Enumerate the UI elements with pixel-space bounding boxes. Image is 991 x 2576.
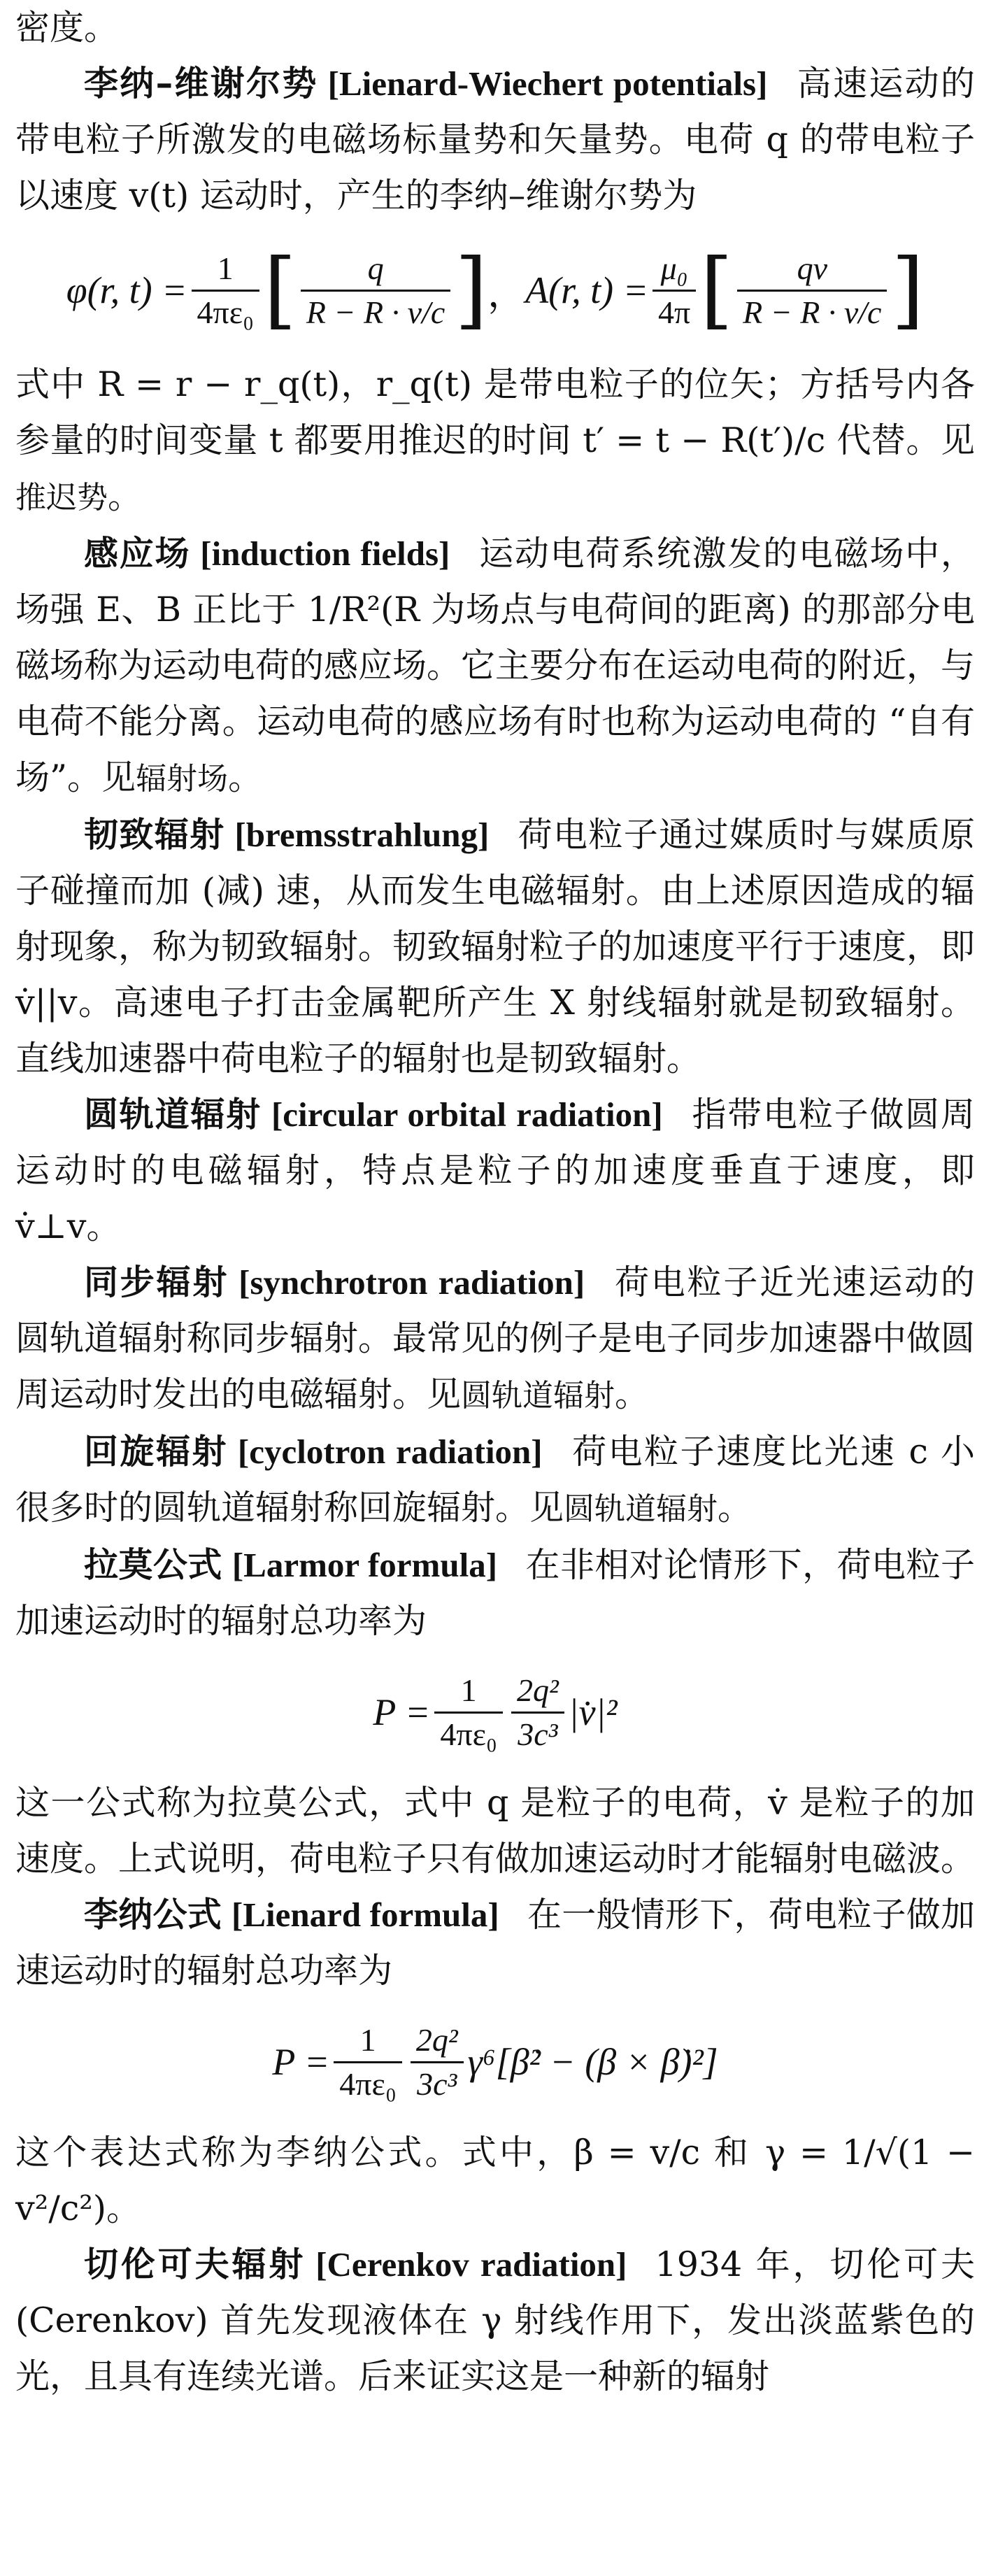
larmor-explanation: 这一公式称为拉莫公式，式中 q 是粒子的电荷，v̇ 是粒子的加速度。上式说明，荷电粒子只有做加速运动时才能辐射电磁波。 xyxy=(15,1783,976,1879)
entry-term-zh: 圆轨道辐射 xyxy=(84,1095,262,1134)
entry-term-zh: 同步辐射 xyxy=(84,1262,229,1302)
fraction-numerator: 1 xyxy=(192,249,260,292)
entry-term-zh: 李纳–维谢尔势 xyxy=(84,64,318,104)
formula-separator: ， xyxy=(487,272,526,315)
period: 。 xyxy=(718,1488,753,1528)
left-bracket: [ xyxy=(700,241,734,339)
carryover-line: 密度。 xyxy=(15,8,119,48)
entry-cyclotron-radiation xyxy=(15,1424,975,1537)
fraction-numerator: 1 xyxy=(434,1671,503,1714)
entry-definition: 1934 年，切伦可夫 (Cerenkov) 首先发现液体在 γ 射线作用下，发出淡蓝紫色的光，且具有连续光谱。后来证实这是一种新的辐射 xyxy=(15,2244,975,2396)
right-bracket: ] xyxy=(455,241,488,339)
entry-term-en: [cyclotron radiation] xyxy=(237,1432,543,1471)
formula-fraction xyxy=(334,2021,402,2104)
lienard-formula xyxy=(15,1999,975,2125)
fraction-numerator: q xyxy=(301,249,450,292)
entry-term-en: [synchrotron radiation] xyxy=(238,1263,585,1302)
entry-induction-fields xyxy=(15,526,975,807)
entry-term-en: [Cerenkov radiation] xyxy=(315,2245,627,2284)
fraction-denominator: 4πε₀ xyxy=(197,294,255,330)
entry-lienard-wiechert xyxy=(15,56,975,224)
formula-fraction xyxy=(301,249,450,332)
dictionary-page xyxy=(15,0,975,2405)
fraction-denominator: 4πε₀ xyxy=(339,2065,397,2102)
fraction-denominator: 4π xyxy=(658,294,691,330)
entry-definition: 指带电粒子做圆周运动时的电磁辐射，特点是粒子的加速度垂直于速度，即 v̇⊥v。 xyxy=(15,1095,975,1246)
fraction-denominator: 3c³ xyxy=(417,2065,457,2102)
fraction-denominator: 4πε₀ xyxy=(440,1716,497,1752)
explanation-text: 式中 R = r − r_q(t)，r_q(t) 是带电粒子的位矢；方括号内各参量的时间变量 t 都要用推迟的时间 t′ = t − R(t′)/c 代替。见 xyxy=(15,364,975,460)
entry-term-en: [bremsstrahlung] xyxy=(234,816,490,854)
lienard-wiechert-explanation xyxy=(15,357,975,526)
entry-definition: 高速运动的带电粒子所激发的电磁场标量势和矢量势。电荷 q 的带电粒子以速度 v(t) 运动时，产生的李纳–维谢尔势为 xyxy=(15,64,975,215)
formula-lhs: P = xyxy=(272,2041,330,2083)
entry-definition: 荷电粒子近光速运动的圆轨道辐射称同步辐射。最常见的例子是电子同步加速器中做圆周运动时发出的电磁辐射。见 xyxy=(15,1262,976,1414)
entry-term-en: [Larmor formula] xyxy=(231,1546,498,1584)
larmor-formula xyxy=(15,1649,975,1775)
entry-term-zh: 韧致辐射 xyxy=(84,815,225,855)
entry-cerenkov-radiation xyxy=(15,2237,975,2405)
formula-lhs: φ(r, t) = xyxy=(66,269,187,311)
formula-fraction xyxy=(411,2021,464,2104)
lienard-wiechert-formula xyxy=(15,224,975,357)
entry-definition: 荷电粒子通过媒质时与媒质原子碰撞而加 (减) 速，从而发生电磁辐射。由上述原因造成的辐射现象，称为韧致辐射。韧致辐射粒子的加速度平行于速度，即 v̇||v。高速电子打击金属靶所产生 X 射线辐射就是韧致辐射。直线加速器中荷电粒子的辐射也是韧致辐射。 xyxy=(15,815,976,1079)
entry-definition: 荷电粒子速度比光速 c 小很多时的圆轨道辐射称回旋辐射。见 xyxy=(15,1432,975,1528)
entry-bremsstrahlung xyxy=(15,807,975,1087)
formula-fraction xyxy=(737,249,887,332)
entry-definition: 在非相对论情形下，荷电粒子加速运动时的辐射总功率为 xyxy=(15,1545,975,1641)
entry-larmor-formula xyxy=(15,1537,975,1649)
entry-term-en: [Lienard-Wiechert potentials] xyxy=(327,64,768,103)
fraction-numerator: qv xyxy=(737,249,887,292)
fraction-denominator: 3c³ xyxy=(518,1716,558,1752)
entry-definition: 运动电荷系统激发的电磁场中，场强 E、B 正比于 1/R²(R 为场点与电荷间的距离) 的那部分电磁场称为运动电荷的感应场。它主要分布在运动电荷的附近，与电荷不能分离。运动电荷的感应场有时也称为运动电荷的 “自有场”。见 xyxy=(15,534,976,797)
left-bracket: [ xyxy=(264,241,297,339)
period: 。 xyxy=(228,757,263,797)
fraction-numerator: 2q² xyxy=(411,2021,464,2063)
fraction-numerator: μ₀ xyxy=(653,249,696,292)
cross-reference[interactable]: 圆轨道辐射 xyxy=(564,1491,718,1527)
fraction-numerator: 2q² xyxy=(511,1671,564,1714)
entry-term-en: [Lienard formula] xyxy=(231,1895,499,1934)
formula-fraction xyxy=(192,249,260,332)
lienard-explanation: 这个表达式称为李纳公式。式中，β = v/c 和 γ = 1/√(1 − v²/c²)。 xyxy=(15,2133,975,2228)
fraction-denominator: R − R · v/c xyxy=(306,294,445,330)
entry-term-zh: 李纳公式 xyxy=(84,1895,222,1935)
formula-tail: γ⁶[β̇² − (β × β̇)²] xyxy=(467,2041,718,2083)
right-bracket: ] xyxy=(891,241,925,339)
formula-lhs: A(r, t) = xyxy=(525,269,649,311)
entry-lienard-formula xyxy=(15,1887,975,1999)
fraction-denominator: R − R · v/c xyxy=(743,294,882,330)
period: 。 xyxy=(615,1374,650,1414)
formula-fraction xyxy=(511,1671,564,1754)
entry-term-zh: 感应场 xyxy=(84,534,191,574)
formula-fraction xyxy=(653,249,696,332)
cross-reference[interactable]: 推迟势 xyxy=(15,480,108,515)
entry-definition: 在一般情形下，荷电粒子做加速运动时的辐射总功率为 xyxy=(15,1895,975,1991)
formula-lhs: P = xyxy=(373,1691,431,1733)
formula-fraction xyxy=(434,1671,503,1754)
cross-reference[interactable]: 辐射场 xyxy=(136,761,229,797)
cross-reference[interactable]: 圆轨道辐射 xyxy=(461,1378,615,1414)
entry-term-en: [circular orbital radiation] xyxy=(271,1095,663,1134)
entry-synchrotron-radiation xyxy=(15,1255,975,1424)
entry-term-en: [induction fields] xyxy=(200,534,450,573)
period: 。 xyxy=(108,476,143,516)
entry-term-zh: 回旋辐射 xyxy=(84,1432,228,1472)
formula-tail: |v̇|² xyxy=(568,1691,618,1733)
entry-term-zh: 拉莫公式 xyxy=(84,1545,222,1585)
fraction-numerator: 1 xyxy=(334,2021,402,2063)
entry-term-zh: 切伦可夫辐射 xyxy=(84,2244,306,2284)
entry-circular-orbital-radiation xyxy=(15,1087,975,1255)
